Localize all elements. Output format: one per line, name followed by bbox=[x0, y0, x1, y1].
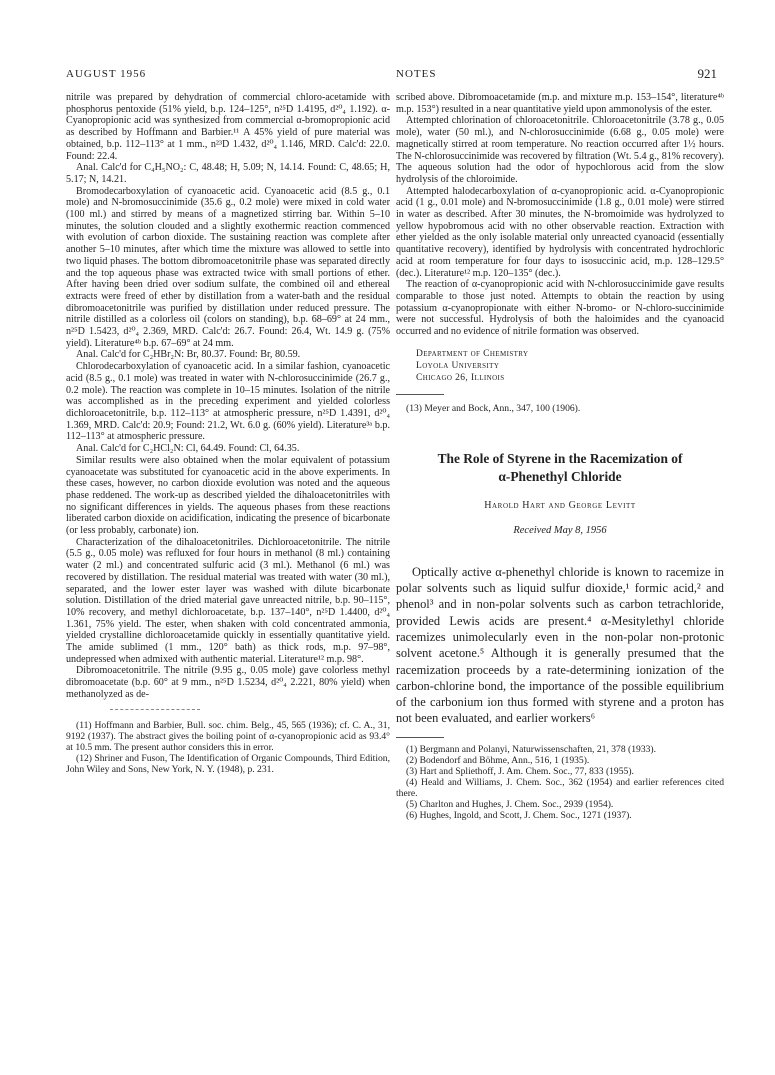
paragraph: Similar results were also obtained when the molar equivalent of potassium cyanoacetate was substituted for cyanoacetic acid in the above experiments. In these cases, however, no carbon dioxide evolution was noted and the aqueous phase reddened. The work-up as described yielded the dihaloacetonitriles with no significant differences in yields. The aqueous phases from these reactions liberated carbon dioxide on acidification, indicating the presence of bicarbonate (or less probably, carbonate) ion. bbox=[66, 454, 390, 537]
article-authors: Harold Hart and George Levitt bbox=[484, 499, 636, 511]
affiliation-line: Department of Chemistry bbox=[416, 348, 529, 359]
article-title bbox=[396, 450, 724, 486]
footnote-separator bbox=[110, 709, 200, 714]
footnote-13-block bbox=[396, 403, 724, 414]
footnote: (2) Bodendorf and Böhme, Ann., 516, 1 (1935). bbox=[406, 754, 590, 766]
received-date: Received May 8, 1956 bbox=[513, 524, 607, 536]
paragraph: Optically active α-phenethyl chloride is known to racemize in polar solvents such as liquid sulfur dioxide,¹ formic acid,² and phenol³ and in non-polar solvents such as carbon tetrachloride, provided Lewis acids are present.⁴ α-Mesitylethyl chloride racemizes unimolecularly even in the non-polar non-protonic solvent acetone.⁵ Although it is generally presumed that the racemization proceeds by a rate-determining ionization of the carbon-chlorine bond, the importance of the possible equilibrium of the carbonium ion thus formed with styrene and a proton has not been evaluated, and earlier workers⁶ bbox=[396, 564, 724, 726]
paragraph: Anal. Calc'd for C₂HCl₂N: Cl, 64.49. Found: Cl, 64.35. bbox=[76, 443, 300, 455]
page-number: 921 bbox=[697, 66, 717, 81]
running-header-date: AUGUST 1956 bbox=[66, 68, 147, 80]
footnote: (11) Hoffmann and Barbier, Bull. soc. chim. Belg., 45, 565 (1936); cf. C. A., 31, 9192 (1937). The abstract gives the boiling point of α-cyanopropionic acid as 93.4° at 10.5 mm. The present author considers this in error. bbox=[66, 719, 390, 753]
paragraph: scribed above. Dibromoacetamide (m.p. and mixture m.p. 153–154°, literature⁴ᵇ m.p. 153°) resulted in a near quantitative yield upon ammonolysis of the ester. bbox=[396, 92, 724, 115]
right-body bbox=[396, 92, 724, 338]
affiliation-line: Chicago 26, Illinois bbox=[416, 372, 505, 383]
footnote: (13) Meyer and Bock, Ann., 347, 100 (1906). bbox=[406, 402, 581, 414]
footnote-rule bbox=[396, 394, 444, 395]
author-affiliation bbox=[416, 348, 724, 384]
paragraph: Anal. Calc'd for C₂HBr₂N: Br, 80.37. Found: Br, 80.59. bbox=[76, 349, 301, 361]
paragraph: The reaction of α-cyanopropionic acid with N-chlorosuccinimide gave results comparable to those just noted. Attempts to obtain the reaction by using potassium α-cyanopropionate with either N-bromo- or N-chloro-succinimide were not successful. Hydrolysis of both the haloimides and the cyanoacid occurred and no evidence of nitrile formation was observed. bbox=[396, 279, 724, 338]
footnote: (1) Bergmann and Polanyi, Naturwissenschaften, 21, 378 (1933). bbox=[406, 743, 657, 755]
footnote: (4) Heald and Williams, J. Chem. Soc., 362 (1954) and earlier references cited there. bbox=[396, 776, 724, 799]
paragraph: Dibromoacetonitrile. The nitrile (9.95 g., 0.05 mole) gave colorless methyl dibromoacetate (b.p. 60° at 9 mm., n²⁵D 1.5234, d²⁰₄ 2.221, 80% yield) when methanolyzed as de- bbox=[66, 665, 390, 700]
footnote: (5) Charlton and Hughes, J. Chem. Soc., 2939 (1954). bbox=[406, 798, 614, 810]
paragraph: Chlorodecarboxylation of cyanoacetic acid. In a similar fashion, cyanoacetic acid (8.5 g., 0.1 mole) was treated in water with N-chlorosuccinimide (26.7 g., 0.2 mole). The reaction was complete in 10–15 minutes. Isolation of the nitrile was accomplished as in the preceding experiment and yielded colorless dichloroacetonitrile, b.p. 112–113° at atmospheric pressure, n²⁵D 1.4391, d²⁰₄ 1.369, MRD. Calc'd: 20.9; Found: 21.2, Wt. 6.0 g. (60% yield). Literature³ᵃ b.p. 112–113° at atmospheric pressure. bbox=[66, 361, 390, 443]
paragraph: Characterization of the dihaloacetonitriles. Dichloroacetonitrile. The nitrile (5.5 g., 0.05 mole) was refluxed for four hours in methanol (8 ml.) containing water (2 ml.) and concentrated sulfuric acid (3 ml.). Methanol (6 ml.) was recovered by distillation. The residual material was treated with water (30 ml.), separated, and the lower ester layer was washed with dilute bicarbonate solution. Distillation of the dried material gave unreacted nitrile, b.p. 90–115°, 10% recovery, and methyl dichloroacetate, b.p. 137–140°, n²⁵D 1.4400, d²⁰₄ 1.361, 75% yield. The ester, when shaken with cold concentrated ammonia, yielded crystalline dichloroacetamide quickly in essentially quantitative yield. The amide sublimed (1 mm., 120° bath) as thick rods, m.p. 97–98°, undepressed when admixed with authentic material. Literature¹² m.p. 98°. bbox=[66, 536, 390, 665]
article-body bbox=[396, 564, 724, 727]
paragraph: nitrile was prepared by dehydration of commercial chloro-acetamide with phosphorus pentoxide (51% yield, b.p. 124–125°, n²⁵D 1.4195, d²⁰₄ 1.192). α-Cyanopropionic acid was synthesized from commercial α-bromopropionic acid as described by Hoffmann and Barbier.¹¹ A 45% yield of pure material was obtained, b.p. 112–113° at 1 mm., n²³D 1.432, d²⁰₄ 1.146, MRD. Calc'd: 22.0. Found: 22.4. bbox=[66, 92, 390, 162]
footnote: (12) Shriner and Fuson, The Identification of Organic Compounds, Third Edition, John Wiley and Sons, New York, N. Y. (1948), p. 231. bbox=[66, 752, 390, 775]
left-body bbox=[66, 92, 390, 701]
article-title-line: The Role of Styrene in the Racemization of bbox=[437, 450, 683, 466]
affiliation-line: Loyola University bbox=[416, 360, 500, 371]
footnote-rule bbox=[396, 737, 444, 738]
article-title-line: α-Phenethyl Chloride bbox=[498, 468, 622, 484]
right-column bbox=[396, 92, 724, 821]
paragraph: Attempted halodecarboxylation of α-cyanopropionic acid. α-Cyanopropionic acid (1 g., 0.01 mole) and N-bromosuccinimide (1.8 g., 0.01 mole) were stirred in water as described. After 30 minutes, the N-bromoimide was hydrolyzed to yellow hypobromous acid with no other observable reaction. Extraction with ether yielded as the only isolable material only unreacted cyanoacid (essentially quantitative recovery), identified by hydrolysis with concentrated hydrochloric acid at room temperature for four days to isosuccinic acid, m.p. 128–129.5° (dec.). Literature¹² m.p. 120–135° (dec.). bbox=[396, 185, 724, 279]
paragraph: Attempted chlorination of chloroacetonitrile. Chloroacetonitrile (3.78 g., 0.05 mole), water (50 ml.), and N-chlorosuccinimide (6.68 g., 0.05 mole) were magnetically stirred at room temperature. No reaction occurred after 1½ hours. The N-chlorosuccinimide was recovered by filtration (Wt. 5.4 g., 81% recovery). The aqueous solution had the odor of hypochlorous acid from the slow hydrolysis of the chloroimide. bbox=[396, 115, 724, 185]
left-footnotes bbox=[66, 720, 390, 775]
left-column bbox=[66, 92, 390, 775]
running-header-section: NOTES bbox=[396, 68, 437, 80]
paragraph: Anal. Calc'd for C₄H₅NO₂: C, 48.48; H, 5.09; N, 14.14. Found: C, 48.65; H, 5.17; N, 14.21. bbox=[66, 162, 390, 185]
footnote: (3) Hart and Spliethoff, J. Am. Chem. Soc., 77, 833 (1955). bbox=[406, 765, 634, 777]
paragraph: Bromodecarboxylation of cyanoacetic acid. Cyanoacetic acid (8.5 g., 0.1 mole) and N-bromosuccinimide (35.6 g., 0.2 mole) were mixed in cold water (100 ml.) and stirred by means of a magnetized stirring bar. Within 5–10 minutes, the solution clouded and a slightly exothermic reaction commenced with evolution of carbon dioxide. The sustaining reaction was complete after another 5–10 minutes, after which time the mixture was allowed to settle into two liquid phases. The bottom dibromoacetonitrile phase was separated directly and the top aqueous phase was extracted twice with small portions of ether. After having been dried over sodium sulfate, the combined oil and ethereal extracts were freed of ether by distillation from a water-bath and the residual dibromoacetonitrile was purified by distillation under reduced pressure. The nitrile distilled as a colorless oil (colors on standing), b.p. 68–69° at 24 mm., n²⁵D 1.5423, d²⁰₄ 2.369, MRD. Calc'd: 26.7. Found: 26.4, Wt. 14.9 g. (75% yield). Literature⁴ᵇ b.p. 67–69° at 24 mm. bbox=[66, 185, 390, 349]
footnote: (6) Hughes, Ingold, and Scott, J. Chem. Soc., 1271 (1937). bbox=[406, 809, 632, 821]
article-footnotes bbox=[396, 744, 724, 821]
